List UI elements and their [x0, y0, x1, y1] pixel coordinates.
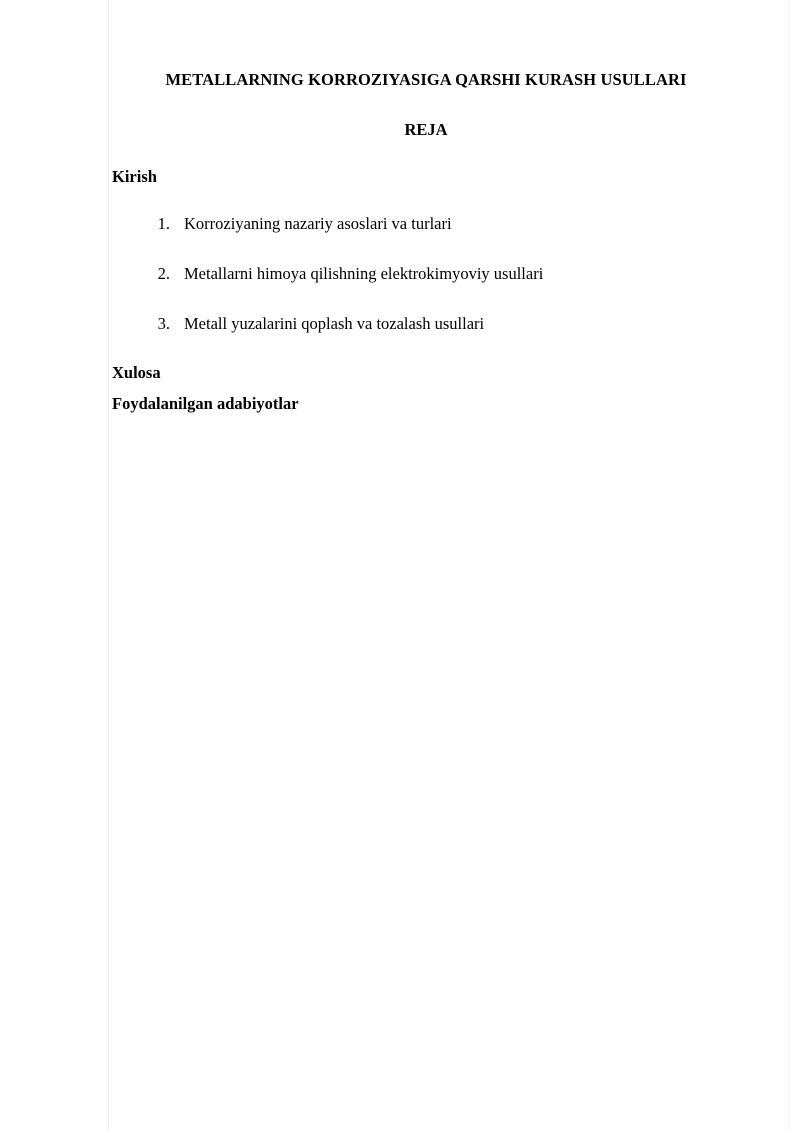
document-content: [112, 70, 740, 414]
conclusion-heading: Xulosa: [112, 363, 161, 383]
list-item-label: Metall yuzalarini qoplash va tozalash usullari: [184, 313, 485, 333]
page-edge-right: [789, 0, 790, 1131]
list-item-number: 1.: [157, 214, 170, 234]
page-edge-left: [108, 0, 109, 1131]
list-item: [112, 214, 740, 235]
plan-subtitle: REJA: [404, 119, 448, 139]
list-item-label: Korroziyaning nazariy asoslari va turlari: [184, 214, 452, 234]
list-item-label: Metallarni himoya qilishning elektrokimyoviy usullari: [184, 264, 544, 284]
page-title: METALLARNING KORROZIYASIGA QARSHI KURASH USULLARI: [165, 70, 687, 89]
plan-list: [112, 214, 740, 334]
references-heading: Foydalanilgan adabiyotlar: [112, 394, 299, 414]
list-item: [112, 264, 740, 285]
list-item: [112, 314, 740, 335]
list-item-number: 3.: [157, 313, 170, 333]
intro-heading: Kirish: [112, 166, 157, 186]
list-item-number: 2.: [157, 264, 170, 284]
